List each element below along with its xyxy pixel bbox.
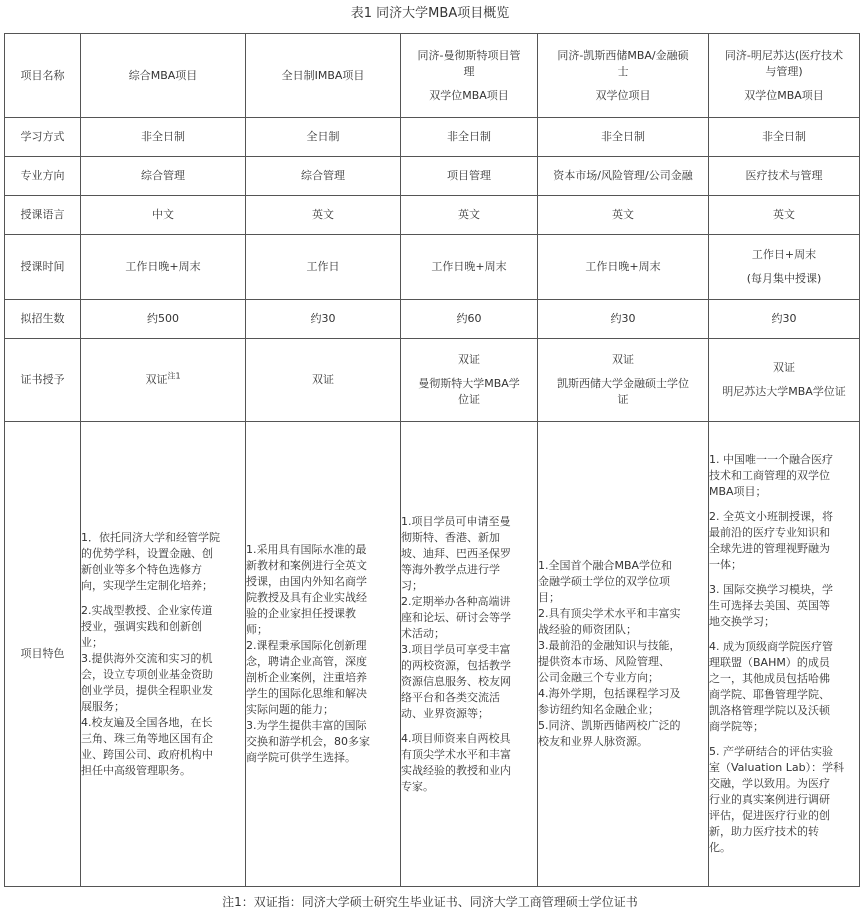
feature-line: 坡、迪拜、巴西圣保罗 bbox=[401, 546, 511, 560]
feature-line: 新创业等多个特色选修方 bbox=[81, 562, 202, 576]
cell-text: 工作日晚+周末 bbox=[125, 260, 201, 273]
feature-line: 创业学员，提供全程职业发 bbox=[81, 683, 213, 697]
feature-line: 技术和工商管理的双学位 bbox=[709, 469, 830, 482]
cell-text: 双学位MBA项目 bbox=[744, 88, 824, 102]
feature-line: 最前沿的医疗专业知识和 bbox=[709, 526, 830, 539]
feature-line: 术活动； bbox=[401, 626, 445, 640]
row-label-name: 项目名称 bbox=[5, 34, 81, 118]
feature-line: 评估，促进医疗行业的创 bbox=[709, 809, 830, 822]
cell-feature bbox=[538, 422, 709, 887]
row-label-feature: 项目特色 bbox=[5, 422, 81, 887]
feature-line: 交融，学以致用。为医疗 bbox=[709, 777, 830, 790]
feature-line: 4.海外学期，包括课程学习及 bbox=[538, 687, 681, 700]
feature-line: 实战经验的教授和业内 bbox=[401, 763, 511, 777]
feature-line: 3.为学生提供丰富的国际 bbox=[246, 719, 367, 732]
cell-text: 双证 bbox=[458, 353, 480, 366]
cell-text: 同济-凯斯西储MBA/金融硕 bbox=[557, 48, 689, 62]
feature-line: 络平台和各类交流活 bbox=[401, 690, 500, 704]
cell-text: 双证 bbox=[145, 373, 168, 386]
feature-line: 战经验的师资团队； bbox=[538, 623, 637, 636]
feature-line: 2.具有顶尖学术水平和丰富实 bbox=[538, 607, 681, 620]
feature-line: 一体； bbox=[709, 558, 742, 571]
cell-text: 曼彻斯特大学MBA学 bbox=[418, 377, 520, 390]
feature-line: 新，助力医疗技术的转 bbox=[709, 825, 819, 838]
feature-line: 业； bbox=[81, 635, 103, 649]
feature-line: 担任中高级管理职务。 bbox=[81, 763, 191, 777]
feature-line: 4. 成为顶级商学院医疗管 bbox=[709, 640, 833, 653]
cell-text: 与管理) bbox=[765, 64, 803, 78]
cell-major: 医疗技术与管理 bbox=[709, 157, 860, 196]
cell-enroll: 约30 bbox=[246, 300, 401, 339]
cell-time bbox=[401, 235, 538, 300]
row-label-cert: 证书授予 bbox=[5, 339, 81, 422]
cell-name bbox=[81, 34, 246, 118]
cell-major: 资本市场/风险管理/公司金融 bbox=[538, 157, 709, 196]
feature-item bbox=[538, 638, 708, 686]
feature-line: 授业，强调实践和创新创 bbox=[81, 619, 202, 633]
cell-text: 双学位项目 bbox=[595, 88, 651, 102]
cell-feature bbox=[401, 422, 538, 887]
cell-major: 综合管理 bbox=[246, 157, 401, 196]
feature-line: 4.项目师资来自两校具 bbox=[401, 731, 511, 745]
feature-item bbox=[401, 594, 537, 642]
cell-text: 同济-曼彻斯特项目管 bbox=[417, 48, 521, 62]
feature-line: 有顶尖学术水平和丰富 bbox=[401, 747, 511, 761]
cell-text: 位证 bbox=[458, 393, 480, 406]
feature-line: 商学院可供学生选择。 bbox=[246, 751, 356, 764]
cell-mode: 非全日制 bbox=[401, 118, 538, 157]
feature-line: 3.项目学员可享受丰富 bbox=[401, 642, 511, 656]
feature-line: 室（Valuation Lab）：学科 bbox=[709, 761, 845, 774]
cell-enroll: 约30 bbox=[709, 300, 860, 339]
feature-line: 交换和游学机会，80多家 bbox=[246, 735, 370, 748]
cell-cert bbox=[246, 339, 401, 422]
cell-text: 全日制IMBA项目 bbox=[281, 68, 365, 82]
feature-line: 校友和业界人脉资源。 bbox=[538, 735, 648, 748]
feature-line: 实际问题的能力； bbox=[246, 703, 334, 716]
table-row-enroll bbox=[5, 300, 860, 339]
feature-line: 会，设立专项创业基金资助 bbox=[81, 667, 213, 681]
cell-text: (每月集中授课) bbox=[746, 272, 822, 285]
feature-item bbox=[538, 718, 708, 750]
feature-line: 业、跨国公司、政府机构中 bbox=[81, 747, 213, 761]
table-row-major bbox=[5, 157, 860, 196]
cell-text: 证 bbox=[617, 393, 629, 406]
feature-line: MBA项目； bbox=[709, 485, 767, 498]
feature-line: 彻斯特、香港、新加 bbox=[401, 530, 500, 544]
feature-line: 参访纽约知名金融企业； bbox=[538, 703, 659, 716]
feature-line: 商学院、耶鲁管理学院、 bbox=[709, 688, 830, 701]
feature-line: 1.采用具有国际水准的最 bbox=[246, 543, 367, 556]
cell-name bbox=[709, 34, 860, 118]
feature-item bbox=[401, 731, 537, 795]
feature-line: 3.最前沿的金融知识与技能， bbox=[538, 639, 681, 652]
feature-line: 专家。 bbox=[401, 779, 434, 793]
feature-line: 商学院等； bbox=[709, 720, 764, 733]
row-label-enroll: 拟招生数 bbox=[5, 300, 81, 339]
feature-line: 目； bbox=[538, 591, 560, 604]
feature-item bbox=[401, 514, 537, 594]
feature-line: 新教材和案例进行全英文 bbox=[246, 559, 367, 572]
feature-item bbox=[246, 542, 400, 638]
row-label-lang: 授课语言 bbox=[5, 196, 81, 235]
feature-line: 1. 中国唯一一个融合医疗 bbox=[709, 453, 833, 466]
table-footnote: 注1：双证指：同济大学硕士研究生毕业证书、同济大学工商管理硕士学位证书 bbox=[222, 895, 638, 909]
cell-text: 双证 bbox=[612, 353, 634, 366]
feature-line: 5. 产学研结合的评估实验 bbox=[709, 745, 833, 758]
cell-major: 综合管理 bbox=[81, 157, 246, 196]
feature-item bbox=[709, 452, 859, 500]
table-row-mode bbox=[5, 118, 860, 157]
cell-feature bbox=[81, 422, 246, 887]
cell-text: 双证 bbox=[773, 361, 795, 374]
cell-lang: 英文 bbox=[709, 196, 860, 235]
cell-cert bbox=[401, 339, 538, 422]
feature-item bbox=[538, 686, 708, 718]
cell-text: 明尼苏达大学MBA学位证 bbox=[722, 385, 846, 398]
cell-enroll: 约60 bbox=[401, 300, 538, 339]
feature-line: 向，实现学生定制化培养； bbox=[81, 578, 213, 592]
row-label-major: 专业方向 bbox=[5, 157, 81, 196]
feature-line: 理联盟（BAHM）的成员 bbox=[709, 656, 830, 669]
cell-text: 工作日晚+周末 bbox=[431, 260, 507, 273]
table-row-feature bbox=[5, 422, 860, 887]
feature-item bbox=[81, 603, 245, 651]
cell-feature bbox=[709, 422, 860, 887]
feature-line: 2.定期举办各种高端讲 bbox=[401, 594, 511, 608]
feature-item bbox=[538, 558, 708, 606]
cell-text: 双学位MBA项目 bbox=[429, 88, 509, 102]
table-row-cert bbox=[5, 339, 860, 422]
cell-lang: 英文 bbox=[246, 196, 401, 235]
cell-text: 工作日+周末 bbox=[751, 248, 817, 261]
cell-text: 工作日晚+周末 bbox=[585, 260, 661, 273]
feature-item bbox=[81, 715, 245, 779]
feature-line: 2. 全英文小班制授课，将 bbox=[709, 510, 833, 523]
feature-line: 提供资本市场、风险管理、 bbox=[538, 655, 670, 668]
feature-item bbox=[81, 651, 245, 715]
cell-time bbox=[538, 235, 709, 300]
feature-line: 三角、珠三角等地区国有企 bbox=[81, 731, 213, 745]
footnote-marker: 注1 bbox=[167, 371, 181, 381]
feature-line: 授课，由国内外知名商学 bbox=[246, 575, 367, 588]
feature-line: 1.全国首个融合MBA学位和 bbox=[538, 559, 673, 572]
feature-item bbox=[246, 638, 400, 718]
mba-overview-table bbox=[4, 33, 860, 887]
feature-item bbox=[401, 642, 537, 722]
cell-text: 双证 bbox=[312, 373, 334, 386]
cell-time bbox=[709, 235, 860, 300]
feature-line: 院教授及具有企业实战经 bbox=[246, 591, 367, 604]
feature-line: 3.提供海外交流和实习的机 bbox=[81, 651, 213, 665]
feature-item bbox=[538, 606, 708, 638]
feature-line: 验的企业家担任授课教 bbox=[246, 607, 356, 620]
feature-line: 5.同济、凯斯西储两校广泛的 bbox=[538, 719, 681, 732]
cell-text: 理 bbox=[463, 64, 475, 78]
cell-text: 同济-明尼苏达(医疗技术 bbox=[724, 48, 844, 62]
feature-line: 地交换学习； bbox=[709, 615, 775, 628]
cell-mode: 全日制 bbox=[246, 118, 401, 157]
feature-line: 凯洛格管理学院以及沃顿 bbox=[709, 704, 830, 717]
cell-mode: 非全日制 bbox=[538, 118, 709, 157]
cell-lang: 中文 bbox=[81, 196, 246, 235]
cell-time bbox=[81, 235, 246, 300]
feature-line: 金融学硕士学位的双学位项 bbox=[538, 575, 670, 588]
feature-line: 座和论坛、研讨会等学 bbox=[401, 610, 511, 624]
feature-line: 习； bbox=[401, 578, 423, 592]
cell-time bbox=[246, 235, 401, 300]
feature-line: 1．依托同济大学和经管学院 bbox=[81, 530, 220, 544]
row-label-time: 授课时间 bbox=[5, 235, 81, 300]
feature-line: 剖析企业案例，注重培养 bbox=[246, 671, 367, 684]
feature-line: 公司金融三个专业方向； bbox=[538, 671, 659, 684]
feature-line: 全球先进的管理视野融为 bbox=[709, 542, 830, 555]
feature-line: 2.课程秉承国际化创新理 bbox=[246, 639, 367, 652]
feature-line: 之一，其他成员包括哈佛 bbox=[709, 672, 830, 685]
feature-line: 展服务； bbox=[81, 699, 125, 713]
cell-text: 工作日 bbox=[306, 260, 340, 273]
cell-lang: 英文 bbox=[401, 196, 538, 235]
cell-lang: 英文 bbox=[538, 196, 709, 235]
cell-cert bbox=[81, 339, 246, 422]
feature-line: 的两校资源，包括教学 bbox=[401, 658, 511, 672]
cell-cert bbox=[538, 339, 709, 422]
cell-mode: 非全日制 bbox=[81, 118, 246, 157]
cell-mode: 非全日制 bbox=[709, 118, 860, 157]
cell-name bbox=[401, 34, 538, 118]
feature-line: 3. 国际交换学习模块，学 bbox=[709, 583, 833, 596]
cell-enroll: 约30 bbox=[538, 300, 709, 339]
feature-item bbox=[709, 582, 859, 630]
feature-item bbox=[246, 718, 400, 766]
feature-line: 行业的真实案例进行调研 bbox=[709, 793, 830, 806]
cell-feature bbox=[246, 422, 401, 887]
cell-text: 综合MBA项目 bbox=[128, 68, 198, 82]
feature-line: 学生的国际化思维和解决 bbox=[246, 687, 367, 700]
cell-name bbox=[538, 34, 709, 118]
cell-name bbox=[246, 34, 401, 118]
feature-line: 资源信息服务、校友网 bbox=[401, 674, 511, 688]
feature-item bbox=[709, 639, 859, 735]
feature-item bbox=[709, 744, 859, 856]
feature-line: 师； bbox=[246, 623, 268, 636]
table-row-lang bbox=[5, 196, 860, 235]
feature-line: 等海外教学点进行学 bbox=[401, 562, 500, 576]
feature-line: 动、业界资源等； bbox=[401, 706, 489, 720]
table-row-name bbox=[5, 34, 860, 118]
feature-item bbox=[81, 530, 245, 594]
row-label-mode: 学习方式 bbox=[5, 118, 81, 157]
feature-line: 化。 bbox=[709, 841, 731, 854]
cell-text: 士 bbox=[617, 64, 629, 78]
feature-line: 的优势学科，设置金融、创 bbox=[81, 546, 213, 560]
feature-item bbox=[709, 509, 859, 573]
table-caption: 表1 同济大学MBA项目概览 bbox=[350, 6, 510, 21]
table-row-time bbox=[5, 235, 860, 300]
feature-line: 1.项目学员可申请至曼 bbox=[401, 514, 511, 528]
cell-major: 项目管理 bbox=[401, 157, 538, 196]
feature-line: 生可选择去美国、英国等 bbox=[709, 599, 830, 612]
cell-enroll: 约500 bbox=[81, 300, 246, 339]
feature-line: 2.实战型教授、企业家传道 bbox=[81, 603, 213, 617]
cell-text: 凯斯西储大学金融硕士学位 bbox=[557, 377, 689, 390]
feature-line: 念，聘请企业高管，深度 bbox=[246, 655, 367, 668]
feature-line: 4.校友遍及全国各地，在长 bbox=[81, 715, 213, 729]
cell-cert bbox=[709, 339, 860, 422]
